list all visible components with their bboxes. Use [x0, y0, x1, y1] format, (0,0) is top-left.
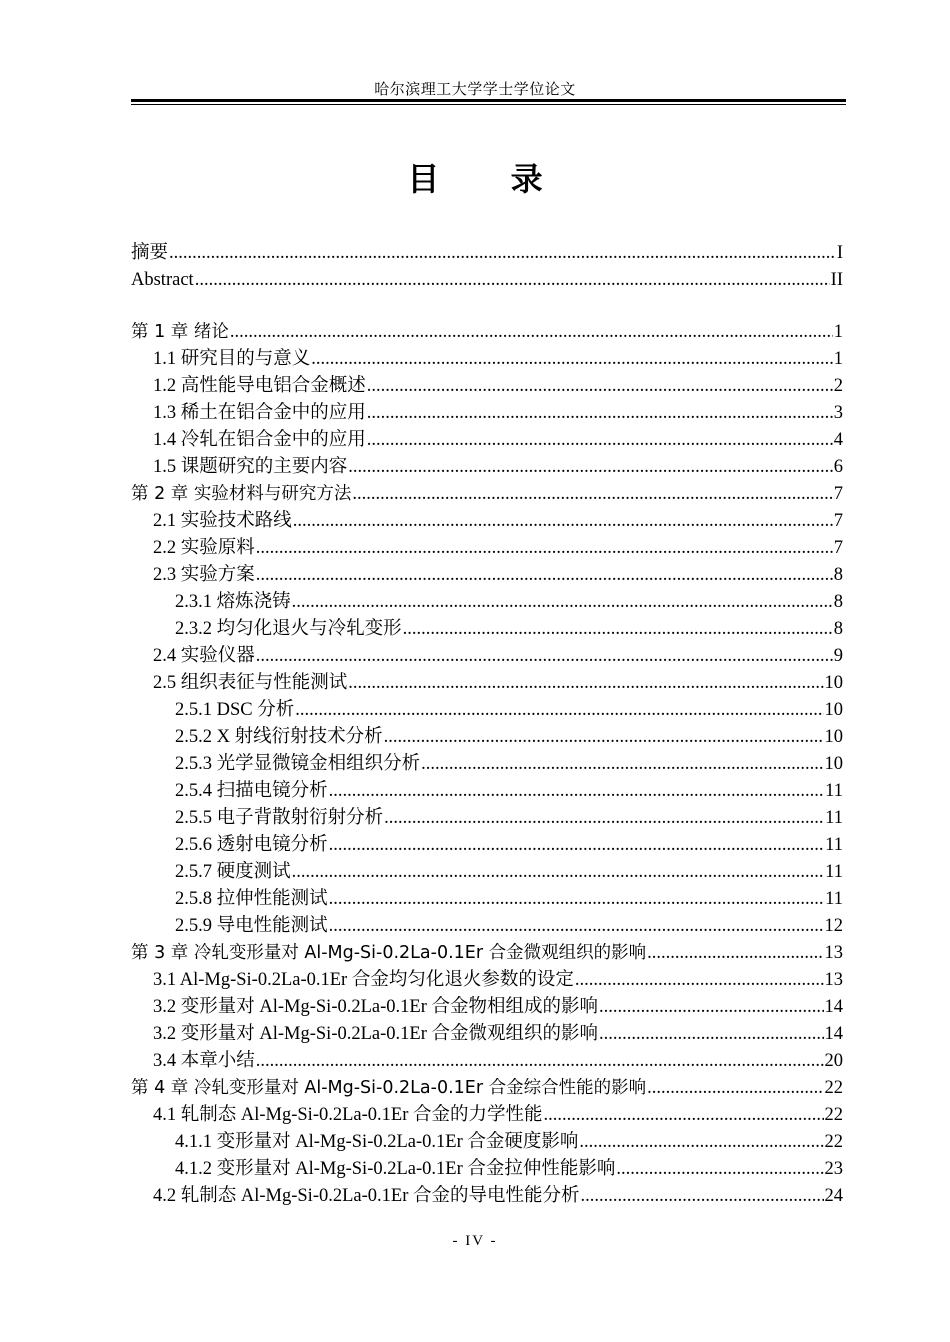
toc-entry[interactable]	[131, 778, 843, 805]
toc-leader-dots	[579, 1129, 823, 1156]
toc-entry-page: 10	[824, 727, 843, 747]
toc-entry-label: 2.4 实验仪器	[153, 646, 255, 666]
toc-entry-label: 2.5.5 电子背散射衍射分析	[175, 808, 384, 828]
toc-entry[interactable]	[131, 373, 843, 400]
toc-leader-dots	[575, 967, 824, 994]
toc-entry[interactable]	[131, 1129, 843, 1156]
toc-entry-label: 4.2 轧制态 Al-Mg-Si-0.2La-0.1Er 合金的导电性能分析	[153, 1186, 580, 1206]
toc-entry-page: 8	[833, 592, 843, 612]
toc-leader-dots	[256, 1048, 824, 1075]
toc-leader-dots	[421, 751, 823, 778]
toc-entry-page: 8	[833, 565, 843, 585]
toc-entry-page: 13	[824, 943, 843, 963]
toc-entry-label: 3.2 变形量对 Al-Mg-Si-0.2La-0.1Er 合金物相组成的影响	[153, 997, 598, 1017]
toc-entry[interactable]	[131, 751, 843, 778]
toc-entry-label: 4.1.1 变形量对 Al-Mg-Si-0.2La-0.1Er 合金硬度影响	[175, 1132, 579, 1152]
toc-entry[interactable]	[131, 346, 843, 373]
toc-leader-dots	[384, 724, 824, 751]
header-rule-thick	[131, 99, 846, 102]
toc-chapter-entry[interactable]	[131, 940, 843, 967]
toc-entry-label: 3.1 Al-Mg-Si-0.2La-0.1Er 合金均匀化退火参数的设定	[153, 970, 574, 990]
toc-entry-label: 1.3 稀土在铝合金中的应用	[153, 403, 366, 423]
toc-leader-dots	[329, 913, 824, 940]
toc-leader-dots	[367, 373, 833, 400]
toc-leader-dots	[647, 1075, 823, 1102]
toc-entry[interactable]	[131, 724, 843, 751]
toc-entry[interactable]	[131, 240, 843, 267]
toc-leader-dots	[329, 778, 825, 805]
toc-entry-page: 24	[824, 1186, 843, 1206]
toc-entry[interactable]	[131, 616, 843, 643]
toc-entry[interactable]	[131, 1102, 843, 1129]
toc-leader-dots	[384, 805, 824, 832]
toc-entry-page: 22	[824, 1132, 843, 1152]
toc-entry[interactable]	[131, 859, 843, 886]
toc-entry[interactable]	[131, 994, 843, 1021]
toc-leader-dots	[293, 508, 833, 535]
toc-entry-label: 2.5.7 硬度测试	[175, 862, 291, 882]
header-rule-thin	[131, 104, 846, 105]
toc-chapter-entry[interactable]	[131, 319, 843, 346]
toc-leader-dots	[581, 1183, 824, 1210]
toc-entry-page: 7	[833, 484, 843, 504]
toc-leader-dots	[367, 400, 833, 427]
toc-entry[interactable]	[131, 1021, 843, 1048]
toc-leader-dots	[311, 346, 832, 373]
toc-leader-dots	[195, 267, 830, 294]
toc-entry-page: 11	[825, 781, 843, 801]
toc-entry-label: 4.1.2 变形量对 Al-Mg-Si-0.2La-0.1Er 合金拉伸性能影响	[175, 1159, 616, 1179]
running-header: 哈尔滨理工大学学士学位论文	[374, 82, 576, 98]
toc-leader-dots	[292, 859, 825, 886]
toc-entry-label: 2.2 实验原料	[153, 538, 255, 558]
toc-chapter-entry[interactable]	[131, 1075, 843, 1102]
toc-entry-label: 1.5 课题研究的主要内容	[153, 457, 348, 477]
toc-entry-page: 2	[833, 376, 843, 396]
toc-leader-dots	[348, 670, 823, 697]
toc-entry-label: 第 1 章 绪论	[131, 322, 229, 342]
toc-entry-label: 2.5.6 透射电镜分析	[175, 835, 328, 855]
toc-entry-page: 1	[833, 349, 843, 369]
toc-leader-dots	[230, 319, 833, 346]
toc-entry[interactable]	[131, 589, 843, 616]
toc-entry[interactable]	[131, 886, 843, 913]
toc-entry[interactable]	[131, 967, 843, 994]
toc-entry-page: 20	[824, 1051, 843, 1071]
toc-entry-label: 第 4 章 冷轧变形量对 Al-Mg-Si-0.2La-0.1Er 合金综合性能的影响	[131, 1078, 647, 1098]
toc-leader-dots	[292, 589, 833, 616]
toc-leader-dots	[295, 697, 823, 724]
toc-entry[interactable]	[131, 267, 843, 294]
toc-entry-label: 1.2 高性能导电铝合金概述	[153, 376, 366, 396]
toc-entry-label: 摘要	[131, 243, 169, 263]
table-of-contents	[131, 240, 843, 1210]
toc-entry-page: 14	[824, 997, 843, 1017]
toc-entry-page: 8	[833, 619, 843, 639]
toc-entry-label: 2.3 实验方案	[153, 565, 255, 585]
toc-entry-label: 3.4 本章小结	[153, 1051, 255, 1071]
toc-entry-page: 6	[833, 457, 843, 477]
toc-entry[interactable]	[131, 643, 843, 670]
toc-entry[interactable]	[131, 535, 843, 562]
toc-entry-page: 7	[833, 511, 843, 531]
toc-leader-dots	[599, 994, 824, 1021]
toc-entry-label: 3.2 变形量对 Al-Mg-Si-0.2La-0.1Er 合金微观组织的影响	[153, 1024, 598, 1044]
toc-entry[interactable]	[131, 805, 843, 832]
toc-entry-page: 10	[824, 700, 843, 720]
toc-entry-label: 2.5.9 导电性能测试	[175, 916, 328, 936]
toc-entry-label: 1.1 研究目的与意义	[153, 349, 311, 369]
page-title: 目 录	[407, 160, 573, 198]
toc-entry[interactable]	[131, 454, 843, 481]
toc-leader-dots	[599, 1021, 824, 1048]
toc-entry-label: 2.1 实验技术路线	[153, 511, 292, 531]
toc-leader-dots	[329, 886, 825, 913]
toc-entry-page: 11	[825, 808, 843, 828]
toc-entry-page: 9	[833, 646, 843, 666]
toc-entry-page: 12	[824, 916, 843, 936]
toc-leader-dots	[352, 481, 832, 508]
toc-entry[interactable]	[131, 832, 843, 859]
toc-leader-dots	[329, 832, 825, 859]
toc-entry[interactable]	[131, 1048, 843, 1075]
toc-entry-page: II	[830, 270, 843, 290]
toc-entry-label: 2.3.2 均匀化退火与冷轧变形	[175, 619, 402, 639]
toc-entry[interactable]	[131, 562, 843, 589]
toc-entry-label: 第 2 章 实验材料与研究方法	[131, 484, 352, 504]
toc-leader-dots	[348, 454, 832, 481]
toc-entry-label: 2.5.2 X 射线衍射技术分析	[175, 727, 383, 747]
toc-entry[interactable]	[131, 400, 843, 427]
toc-entry-label: 第 3 章 冷轧变形量对 Al-Mg-Si-0.2La-0.1Er 合金微观组织的影响	[131, 943, 647, 963]
toc-entry-label: 2.5.3 光学显微镜金相组织分析	[175, 754, 421, 774]
toc-entry-page: 10	[824, 754, 843, 774]
toc-leader-dots	[647, 940, 823, 967]
toc-entry-page: 23	[824, 1159, 843, 1179]
toc-leader-dots	[616, 1156, 823, 1183]
toc-leader-dots	[256, 643, 833, 670]
toc-entry[interactable]	[131, 1183, 843, 1210]
toc-entry-page: 4	[833, 430, 843, 450]
toc-entry-page: 22	[824, 1078, 843, 1098]
toc-entry-label: 2.3.1 熔炼浇铸	[175, 592, 291, 612]
toc-leader-dots	[403, 616, 833, 643]
toc-leader-dots	[256, 562, 833, 589]
toc-entry-label: Abstract	[131, 270, 194, 290]
toc-entry[interactable]	[131, 508, 843, 535]
toc-entry[interactable]	[131, 427, 843, 454]
toc-entry[interactable]	[131, 697, 843, 724]
toc-entry-page: I	[836, 243, 843, 263]
toc-entry-page: 13	[824, 970, 843, 990]
toc-entry-page: 11	[825, 835, 843, 855]
toc-entry-label: 2.5.1 DSC 分析	[175, 700, 295, 720]
toc-entry-page: 3	[833, 403, 843, 423]
toc-leader-dots	[544, 1102, 824, 1129]
toc-entry-label: 2.5.4 扫描电镜分析	[175, 781, 328, 801]
toc-leader-dots	[367, 427, 833, 454]
toc-entry-page: 1	[833, 322, 843, 342]
toc-entry-label: 1.4 冷轧在铝合金中的应用	[153, 430, 366, 450]
toc-entry-page: 22	[824, 1105, 843, 1125]
toc-entry[interactable]	[131, 1156, 843, 1183]
toc-entry-label: 4.1 轧制态 Al-Mg-Si-0.2La-0.1Er 合金的力学性能	[153, 1105, 543, 1125]
toc-entry[interactable]	[131, 913, 843, 940]
toc-entry-page: 14	[824, 1024, 843, 1044]
toc-leader-dots	[169, 240, 836, 267]
toc-entry-page: 7	[833, 538, 843, 558]
toc-leader-dots	[256, 535, 833, 562]
toc-entry-page: 10	[824, 673, 843, 693]
toc-entry-page: 11	[825, 862, 843, 882]
page-number: - IV -	[452, 1233, 498, 1249]
toc-chapter-entry[interactable]	[131, 481, 843, 508]
toc-entry-label: 2.5.8 拉伸性能测试	[175, 889, 328, 909]
toc-entry-page: 11	[825, 889, 843, 909]
toc-entry-label: 2.5 组织表征与性能测试	[153, 673, 348, 693]
toc-entry[interactable]	[131, 670, 843, 697]
